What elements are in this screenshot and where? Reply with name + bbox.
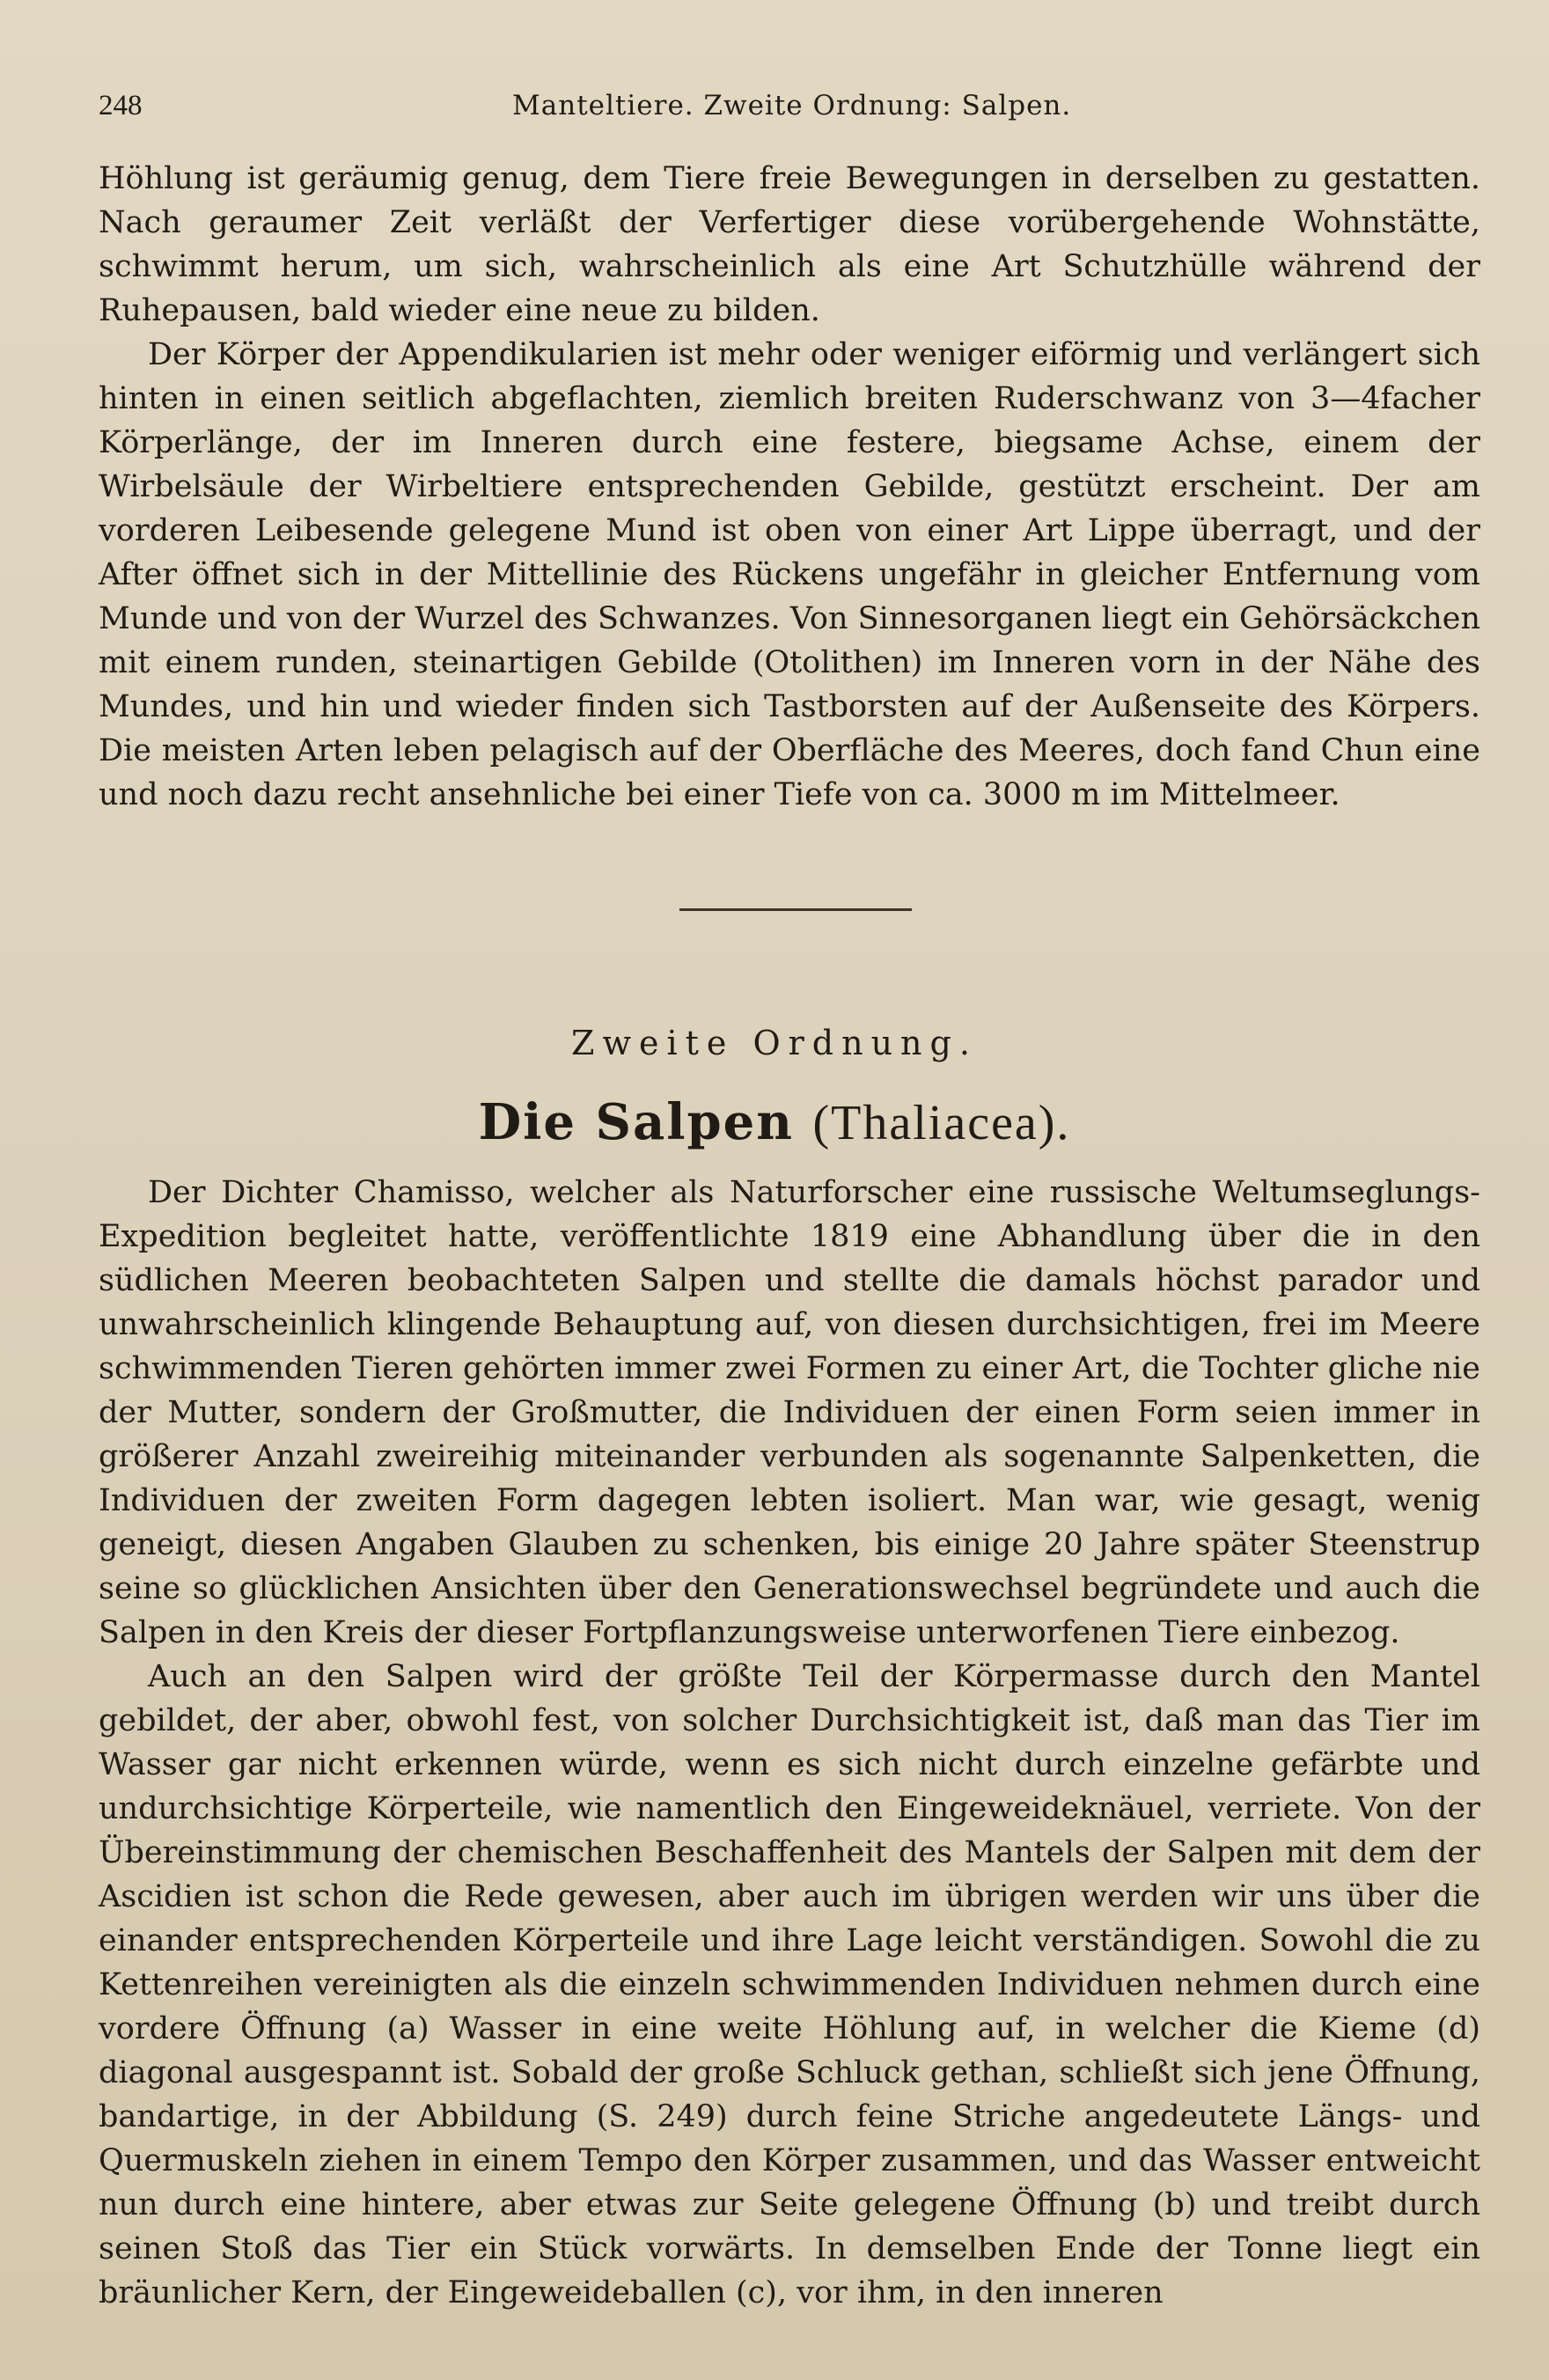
page-number: 248 [99, 90, 143, 121]
paragraph: Höhlung ist geräumig genug, dem Tiere freie Bewegungen in derselben zu gestatten. Nach geraumer Zeit verläßt der Verfertiger diese vorübergehende Wohnstätte, schwimmt herum, um sich, wahrscheinlich als eine Art Schutzhülle während der Ruhepausen, bald wieder eine neue zu bilden. [99, 161, 1480, 328]
section-title-german: Die Salpen [478, 1093, 795, 1151]
running-head: Manteltiere. Zweite Ordnung: Salpen. [512, 90, 1072, 121]
paragraph: Der Dichter Chamisso, welcher als Naturforscher eine russische Weltumseglungs-Expedition begleitet hatte, veröffentlichte 1819 eine Abhandlung über die in den südlichen Meeren beobachteten Salpen und stellte die damals höchst parador und unwahrscheinlich klingende Behauptung auf, von diesen durchsichtigen, frei im Meere schwimmenden Tieren gehörten immer zwei Formen zu einer Art, die Tochter gliche nie der Mutter, sondern der Großmutter, die Individuen der einen Form seien immer in größerer Anzahl zweireihig miteinander verbunden als sogenannte Salpenketten, die Individuen der zweiten Form dagegen lebten isoliert. Man war, wie gesagt, wenig geneigt, diesen Angaben Glauben zu schenken, bis einige 20 Jahre später Steenstrup seine so glücklichen Ansichten über den Generationswechsel begründete und auch die Salpen in den Kreis der dieser Fortpflanzungsweise unterworfenen Tiere einbezog. [99, 1175, 1480, 1650]
top-text-block [99, 157, 1480, 817]
section-divider [679, 908, 912, 911]
bottom-text-block [99, 1171, 1480, 2315]
order-heading: Zweite Ordnung. [571, 1024, 978, 1062]
section-title-latin: (Thaliacea). [812, 1096, 1071, 1150]
page-header [99, 90, 1480, 129]
section-title [0, 1093, 1549, 1151]
paragraph: Der Körper der Appendikularien ist mehr oder weniger eiförmig und verlängert sich hinten in einen seitlich abgeflachten, ziemlich breiten Ruderschwanz von 3—4facher Körperlänge, der im Inneren durch eine festere, biegsame Achse, einem der Wirbelsäule der Wirbeltiere entsprechenden Gebilde, gestützt erscheint. Der am vorderen Leibesende gelegene Mund ist oben von einer Art Lippe überragt, und der After öffnet sich in der Mittellinie des Rückens ungefähr in gleicher Entfernung vom Munde und von der Wurzel des Schwanzes. Von Sinnesorganen liegt ein Gehörsäckchen mit einem runden, steinartigen Gebilde (Otolithen) im Inneren vorn in der Nähe des Mundes, und hin und wieder finden sich Tastborsten auf der Außenseite des Körpers. Die meisten Arten leben pelagisch auf der Oberfläche des Meeres, doch fand Chun eine und noch dazu recht ansehnliche bei einer Tiefe von ca. 3000 m im Mittelmeer. [99, 337, 1480, 812]
paragraph: Auch an den Salpen wird der größte Teil der Körpermasse durch den Mantel gebildet, der aber, obwohl fest, von solcher Durchsichtigkeit ist, daß man das Tier im Wasser gar nicht erkennen würde, wenn es sich nicht durch einzelne gefärbte und undurchsichtige Körperteile, wie namentlich den Eingeweideknäuel, verriete. Von der Übereinstimmung der chemischen Beschaffenheit des Mantels der Salpen mit dem der Ascidien ist schon die Rede gewesen, aber auch im übrigen werden wir uns über die einander entsprechenden Körperteile und ihre Lage leicht verständigen. Sowohl die zu Kettenreihen vereinigten als die einzeln schwimmenden Individuen nehmen durch eine vordere Öffnung (a) Wasser in eine weite Höhlung auf, in welcher die Kieme (d) diagonal ausgespannt ist. Sobald der große Schluck gethan, schließt sich jene Öffnung, bandartige, in der Abbildung (S. 249) durch feine Striche angedeutete Längs- und Quermuskeln ziehen in einem Tempo den Körper zusammen, und das Wasser entweicht nun durch eine hintere, aber etwas zur Seite gelegene Öffnung (b) und treibt durch seinen Stoß das Tier ein Stück vorwärts. In demselben Ende der Tonne liegt ein bräunlicher Kern, der Eingeweideballen (c), vor ihm, in den inneren [99, 1659, 1480, 2310]
